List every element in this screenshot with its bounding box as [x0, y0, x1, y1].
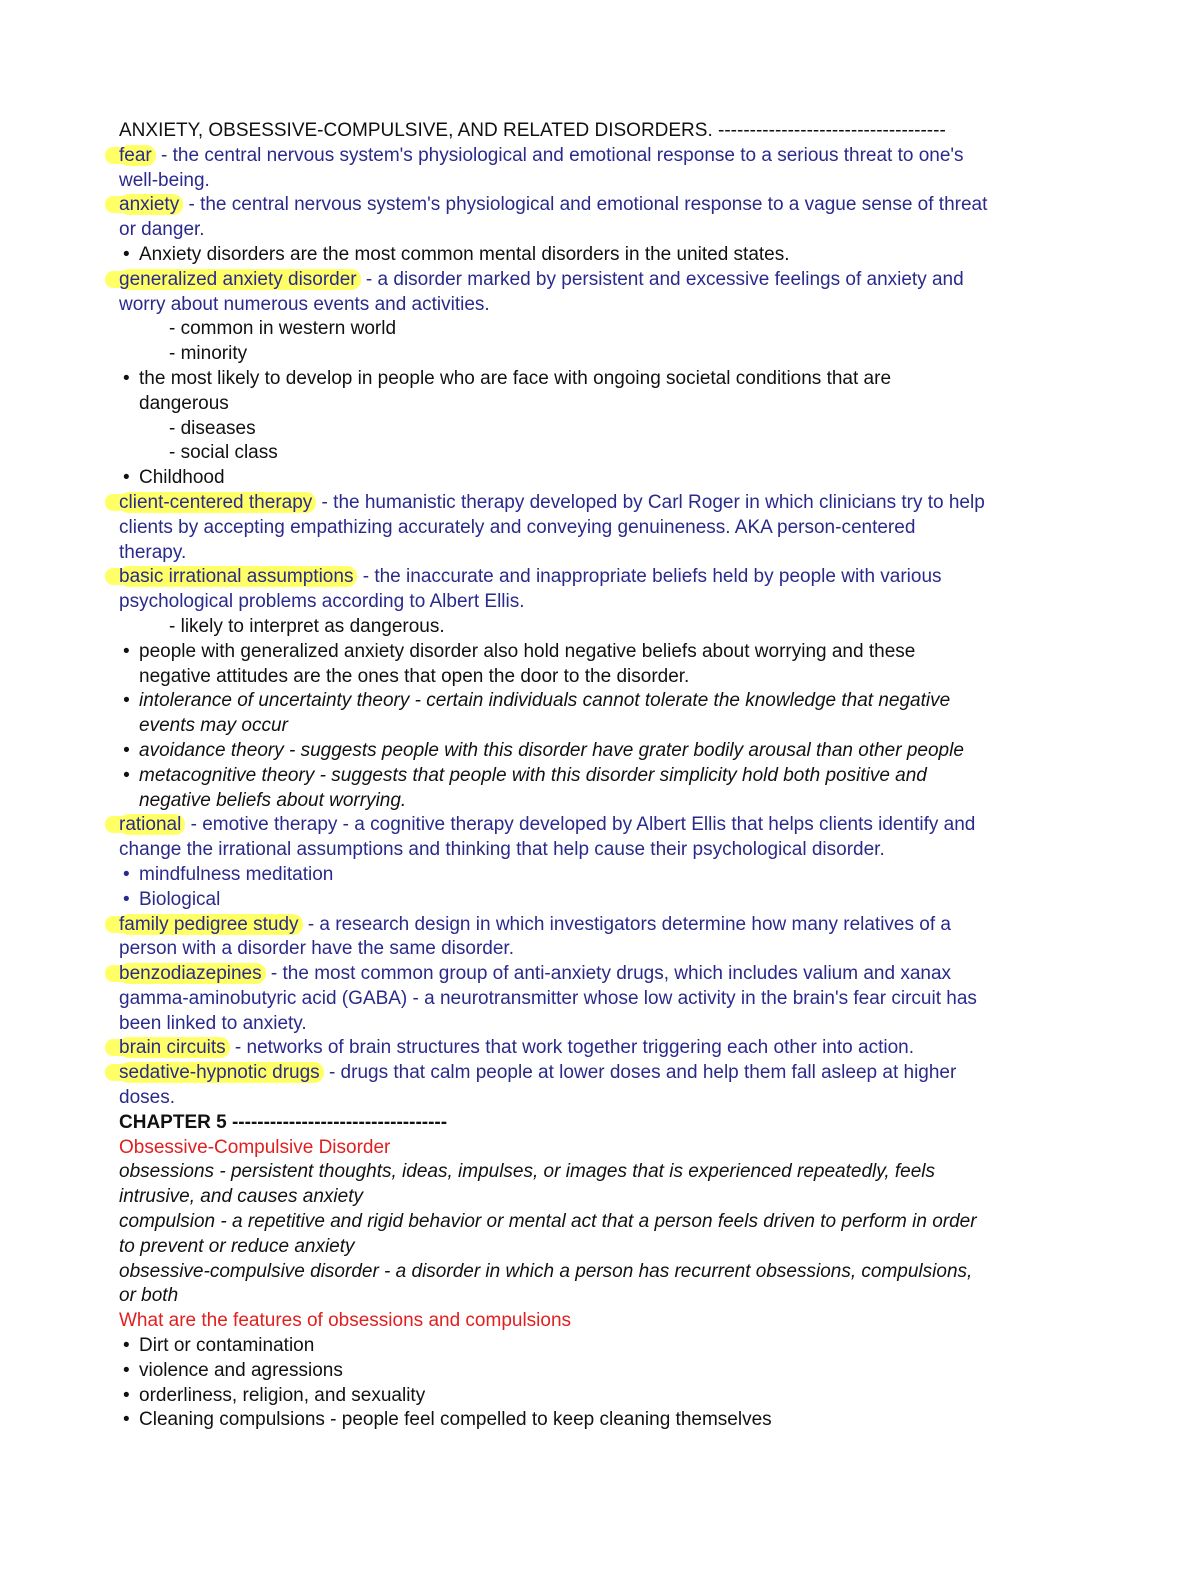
bullet-continuation: negative beliefs about worrying. [139, 789, 407, 811]
term-gad: generalized anxiety disorder - a disorder marked by persistent and excessive feelings of anxiety and [119, 268, 964, 290]
definition-continuation: therapy. [119, 541, 187, 563]
bullet-continuation: dangerous [139, 392, 229, 414]
bullet-item: • orderliness, religion, and sexuality [123, 1384, 426, 1406]
document-title: ANXIETY, OBSESSIVE-COMPULSIVE, AND RELATED DISORDERS. ------------------------------------ [119, 120, 946, 141]
bullet-continuation: events may occur [139, 715, 288, 737]
definition-continuation: or danger. [119, 219, 205, 241]
bullet-item: • Anxiety disorders are the most common mental disorders in the united states. [123, 243, 790, 265]
definition-continuation: intrusive, and causes anxiety [119, 1186, 363, 1208]
definition-continuation: doses. [119, 1087, 175, 1109]
definition-continuation: to prevent or reduce anxiety [119, 1235, 355, 1257]
term-gaba: gamma-aminobutyric acid (GABA) - a neurotransmitter whose low activity in the brain's fear circuit has [119, 987, 977, 1009]
definition-continuation: well-being. [119, 169, 210, 191]
bullet-item: • Dirt or contamination [123, 1335, 315, 1357]
bullet-item: • Childhood [123, 467, 225, 489]
bullet-item: • metacognitive theory - suggests that people with this disorder simplicity hold both positive and [123, 764, 927, 786]
highlighted-term: generalized anxiety disorder [119, 269, 361, 290]
highlighted-term: rational [119, 814, 185, 835]
definition-continuation: clients by accepting empathizing accurately and conveying genuineness. AKA person-centered [119, 516, 916, 538]
term-benzodiazepines: benzodiazepines - the most common group of anti-anxiety drugs, which includes valium and xanax [119, 963, 952, 985]
section-heading: Obsessive-Compulsive Disorder [119, 1136, 391, 1158]
highlighted-term: anxiety [119, 194, 183, 215]
highlighted-term: benzodiazepines [119, 963, 266, 984]
sub-item: - diseases [169, 417, 256, 439]
term-client-centered: client-centered therapy - the humanistic therapy developed by Carl Roger in which clinicians try to help [119, 491, 985, 513]
bullet-item: • intolerance of uncertainty theory - certain individuals cannot tolerate the knowledge that negative [123, 690, 951, 712]
definition-continuation: person with a disorder have the same disorder. [119, 938, 514, 960]
definition-continuation: been linked to anxiety. [119, 1012, 307, 1034]
bullet-item: • avoidance theory - suggests people with this disorder have grater bodily arousal than other people [123, 739, 964, 761]
term-anxiety: anxiety - the central nervous system's physiological and emotional response to a vague sense of threat [119, 194, 988, 216]
sub-item: - common in western world [169, 318, 397, 340]
term-sedative: sedative-hypnotic drugs - drugs that calm people at lower doses and help them fall asleep at higher [119, 1062, 957, 1084]
highlighted-term: fear [119, 145, 156, 166]
term-rational: rational - emotive therapy - a cognitive therapy developed by Albert Ellis that helps clients identify and [119, 814, 976, 836]
highlighted-term: family pedigree study [119, 914, 303, 935]
term-brain-circuits: brain circuits - networks of brain structures that work together triggering each other into action. [119, 1037, 914, 1059]
term-family-pedigree: family pedigree study - a research design in which investigators determine how many relatives of a [119, 913, 951, 935]
definition-continuation: worry about numerous events and activities. [119, 293, 490, 315]
bullet-item: • violence and agressions [123, 1359, 343, 1381]
bullet-item: • mindfulness meditation [123, 863, 334, 885]
definition-obsessions: obsessions - persistent thoughts, ideas, impulses, or images that is experienced repeatedly, feels [119, 1161, 936, 1183]
bullet-item: • people with generalized anxiety disorder also hold negative beliefs about worrying and these [123, 640, 916, 662]
definition-compulsion: compulsion - a repetitive and rigid behavior or mental act that a person feels driven to perform in order [119, 1211, 977, 1233]
bullet-item: • the most likely to develop in people who are face with ongoing societal conditions that are [123, 367, 892, 389]
highlighted-term: basic irrational assumptions [119, 566, 357, 587]
sub-item: - social class [169, 442, 278, 464]
section-heading: What are the features of obsessions and compulsions [119, 1310, 572, 1332]
chapter-heading: CHAPTER 5 ---------------------------------- [119, 1111, 448, 1133]
highlighted-term: sedative-hypnotic drugs [119, 1062, 324, 1083]
bullet-continuation: negative attitudes are the ones that open the door to the disorder. [139, 665, 690, 687]
definition-continuation: change the irrational assumptions and thinking that help cause their psychological disorder. [119, 839, 885, 861]
highlighted-term: client-centered therapy [119, 492, 316, 513]
definition-continuation: psychological problems according to Albert Ellis. [119, 591, 525, 613]
definition-continuation: or both [119, 1285, 179, 1307]
definition-ocd: obsessive-compulsive disorder - a disorder in which a person has recurrent obsessions, compulsions, [119, 1260, 973, 1282]
document-page [119, 119, 1084, 1433]
term-basic-irrational: basic irrational assumptions - the inaccurate and inappropriate beliefs held by people with various [119, 566, 942, 588]
term-fear: fear - the central nervous system's physiological and emotional response to a serious threat to one's [119, 144, 964, 166]
bullet-item: • Cleaning compulsions - people feel compelled to keep cleaning themselves [123, 1409, 772, 1431]
sub-item: - minority [169, 343, 248, 365]
sub-item: - likely to interpret as dangerous. [169, 615, 445, 637]
bullet-item: • Biological [123, 888, 221, 910]
highlighted-term: brain circuits [119, 1037, 230, 1058]
